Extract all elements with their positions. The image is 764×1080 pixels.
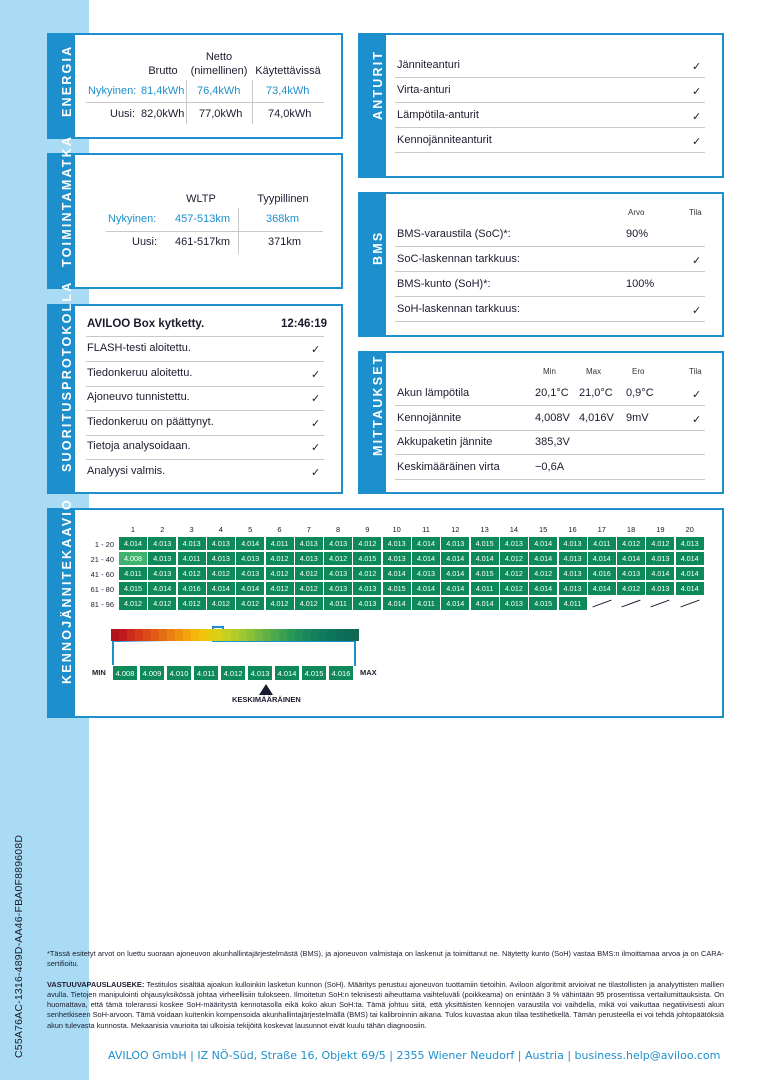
scale-connector-left: [112, 640, 114, 666]
measurements-tab: [358, 353, 386, 492]
heatmap-cell: 4.011: [471, 582, 499, 595]
scale-segment: [343, 629, 351, 641]
cell-map-tab: [47, 497, 75, 716]
bms-col-value: Arvo: [628, 208, 645, 217]
divider: [86, 435, 324, 436]
scale-segment: [199, 629, 207, 641]
measurements-header-min: Min: [543, 367, 556, 376]
measurements-header-status: Tila: [689, 367, 702, 376]
energy-tab: [47, 35, 75, 137]
measurements-title: MITTAUKSET: [371, 353, 385, 456]
heatmap-cell: 4.012: [178, 567, 206, 580]
column-header: 9: [365, 525, 370, 534]
heatmap-cell: 4.013: [236, 567, 264, 580]
protocol-item-label: Tietoja analysoidaan.: [87, 440, 191, 453]
heatmap-cell: 4.016: [178, 582, 206, 595]
heatmap-cell: 4.014: [471, 552, 499, 565]
heatmap-cell: 4.012: [617, 537, 645, 550]
scale-value: 4.013: [247, 665, 273, 681]
sensor-item-label: Jänniteanturi: [397, 59, 460, 71]
row-label: 1 - 20: [94, 540, 114, 549]
scale-segment: [303, 629, 311, 641]
heatmap-cell: 4.012: [500, 552, 528, 565]
energy-header-brutto: Brutto: [148, 65, 178, 77]
heatmap-cell: 4.013: [383, 537, 411, 550]
heatmap-cell: 4.012: [500, 567, 528, 580]
column-header: 5: [248, 525, 253, 534]
scale-value: 4.012: [220, 665, 246, 681]
column-header: 12: [451, 525, 460, 534]
scale-segment: [127, 629, 135, 641]
column-header: 6: [277, 525, 282, 534]
protocol-header-label: AVILOO Box kytketty.: [87, 318, 205, 330]
heatmap-cell: 4.013: [559, 567, 587, 580]
range-header-typical: Tyypillinen: [257, 193, 309, 205]
measurement-min: 20,1°C: [535, 387, 569, 399]
scale-segment: [111, 629, 119, 641]
protocol-item-label: Tiedonkeruu on päättynyt.: [87, 415, 214, 428]
heatmap-cell: 4.016: [588, 567, 616, 580]
protocol-header-time: 12:46:19: [281, 318, 328, 330]
measurement-row-label: Akkupaketin jännite: [397, 436, 493, 448]
checkmark-icon: ✓: [311, 442, 321, 455]
scale-segment: [151, 629, 159, 641]
range-header-wltp: WLTP: [186, 193, 216, 205]
heatmap-cell: 4.013: [324, 537, 352, 550]
average-label: KESKIMÄÄRÄINEN: [232, 695, 301, 704]
scale-value: 4.016: [328, 665, 354, 681]
heatmap-cell: 4.013: [617, 567, 645, 580]
heatmap-cell: 4.013: [178, 537, 206, 550]
heatmap-cell: 4.014: [236, 537, 264, 550]
footer-contact: AVILOO GmbH | IZ NÖ-Süd, Straße 16, Objekt 69/5 | 2355 Wiener Neudorf | Austria | business.help@aviloo.com: [108, 1049, 721, 1062]
heatmap-cell: 4.013: [559, 537, 587, 550]
scale-segment: [247, 629, 255, 641]
divider: [395, 296, 705, 297]
heatmap-cell: 4.014: [412, 582, 440, 595]
scale-segment: [215, 629, 223, 641]
heatmap-cell: 4.014: [441, 582, 469, 595]
checkmark-icon: ✓: [692, 413, 702, 426]
scale-value: 4.009: [139, 665, 165, 681]
measurement-diff: 9mV: [626, 411, 649, 424]
column-header: 3: [189, 525, 194, 534]
heatmap-cell: 4.012: [500, 582, 528, 595]
heatmap-cell: 4.014: [646, 567, 674, 580]
bms-row-value: 90%: [626, 228, 649, 240]
heatmap-cell: 4.015: [529, 597, 557, 610]
cell-map-title: KENNOJÄNNITEKAAVIO: [60, 497, 74, 684]
heatmap-cell: 4.014: [412, 537, 440, 550]
measurement-min: 4,008V: [535, 411, 570, 424]
heatmap-cell: 4.013: [207, 537, 235, 550]
heatmap-cell: 4.015: [471, 567, 499, 580]
disclaimer-text: Testitulos sisältää ajoakun kulloinkin lasketun kunnon (SoH). Määritys perustuu ajoneuvon tuottamiin tietoihin. Aviloon algoritmit arvioivat ne tilastollisten ja analyyttisten mallien avulla. Tietojen manipulointi ohjausyksikössä johtaa virheellisiin tulokseen. Ilmoitetun SoH:n teknisesti aiheuttama vaihteluväli (poikkeama) on enintään 3 % vähintään 95 prosentissa vertailumittauksista. On huomattava, että tämä toleranssi koskee SoH-määritystä kennotasolla eikä koko akun SoH:ta. Tämä johtuu siitä, että yksittäisten kennojen varaustila voi vaihdella, mikä voi vaikuttaa negatiivisesti akun senhetkiseen SoH-arvoon. Tämä voidaan kuitenkin kompensoida akunhallintajärjestelmällä (BMS) tai kalibroinnin aikana. Tulos kuvastaa akun tilaa testihetkellä. Tämän perusteella ei voi tehdä johtopäätöksiä akun tulevasta kunnosta. Mekaanisia vaurioita tai ulkoisia tekijöitä koskevat lausunnot eivät kuulu tähän diagnoosiin.: [47, 979, 724, 1030]
column-header: 2: [160, 525, 165, 534]
heatmap-cell: 4.012: [353, 567, 381, 580]
row-label: 21 - 40: [90, 554, 114, 564]
energy-current-netto: 76,4kWh: [197, 85, 241, 97]
heatmap-cell: 4.014: [529, 582, 557, 595]
scale-segment: [167, 629, 175, 641]
measurement-diff: 0,9°C: [626, 387, 654, 399]
bms-row-label: SoH-laskennan tarkkuus:: [397, 303, 520, 315]
heatmap-cell: 4.014: [529, 552, 557, 565]
checkmark-icon: ✓: [692, 255, 702, 267]
heatmap-cell: 4.013: [324, 582, 352, 595]
protocol-item-label: FLASH-testi aloitettu.: [87, 342, 191, 354]
checkmark-icon: ✓: [311, 344, 321, 356]
heatmap-cell: 4.013: [646, 552, 674, 565]
scale-segment: [311, 629, 319, 641]
heatmap-cell: 4.011: [588, 537, 616, 550]
divider: [395, 77, 705, 78]
heatmap-cell: 4.011: [119, 567, 147, 580]
bms-title: BMS: [371, 230, 385, 265]
energy-row-current-label: Nykyinen:: [88, 85, 137, 97]
divider: [86, 386, 324, 387]
column-header: 4: [218, 525, 223, 534]
energy-new-available: 74,0kWh: [268, 108, 312, 120]
scale-segment: [255, 629, 263, 641]
heatmap-cell: 4.013: [441, 537, 469, 550]
sensors-panel: [358, 33, 724, 178]
checkmark-icon: ✓: [692, 136, 702, 148]
checkmark-icon: ✓: [311, 467, 321, 479]
scale-min-label: MIN: [92, 668, 106, 677]
heatmap-cell: 4.015: [353, 552, 381, 565]
measurements-header-diff: Ero: [632, 367, 645, 376]
heatmap-cell: 4.015: [383, 582, 411, 595]
divider: [86, 459, 324, 460]
heatmap-cell: 4.013: [559, 552, 587, 565]
heatmap-cell: 4.013: [353, 582, 381, 595]
scale-value: 4.015: [301, 665, 327, 681]
scale-segment: [319, 629, 327, 641]
range-new-typical: 371km: [268, 236, 302, 248]
checkmark-icon: ✓: [311, 393, 321, 406]
scale-segment: [143, 629, 151, 641]
scale-segment: [263, 629, 271, 641]
heatmap-cell: 4.012: [266, 567, 294, 580]
column-header: 1: [130, 525, 136, 534]
checkmark-icon: ✓: [692, 86, 702, 98]
divider: [86, 336, 324, 337]
protocol-item-label: Analyysi valmis.: [87, 465, 166, 477]
heatmap-cell: 4.014: [617, 552, 645, 565]
bms-row-label: BMS-kunto (SoH)*:: [397, 278, 491, 290]
divider: [395, 430, 705, 431]
divider: [395, 102, 705, 103]
heatmap-cell: 4.013: [412, 567, 440, 580]
heatmap-cell: 4.013: [353, 597, 381, 610]
heatmap-cell: 4.013: [295, 537, 323, 550]
measurement-max: 4,016V: [579, 411, 614, 424]
measurements-header-max: Max: [586, 367, 602, 376]
heatmap-cell: 4.013: [676, 537, 704, 550]
heatmap-cell: 4.011: [324, 597, 352, 610]
column-header: 8: [336, 525, 341, 534]
heatmap-cell: 4.012: [266, 597, 294, 610]
bms-row-label: BMS-varaustila (SoC)*:: [397, 228, 511, 240]
heatmap-cell: 4.014: [676, 567, 704, 580]
heatmap-cell: 4.012: [207, 567, 235, 580]
sensors-tab: [358, 35, 386, 176]
heatmap-cell: 4.014: [148, 582, 176, 595]
heatmap-cell: 4.013: [148, 567, 176, 580]
divider: [86, 410, 324, 411]
scale-value: 4.011: [193, 665, 219, 681]
heatmap-cell: 4.013: [295, 552, 323, 565]
column-header: 15: [539, 525, 548, 534]
heatmap-cell: 4.011: [559, 597, 587, 610]
column-header: 7: [306, 525, 311, 534]
heatmap-cell: 4.014: [471, 597, 499, 610]
measurement-row-label: Akun lämpötila: [397, 387, 470, 399]
divider: [186, 80, 187, 124]
scale-segment: [175, 629, 183, 641]
heatmap-cell: 4.011: [266, 537, 294, 550]
column-header: 10: [392, 525, 401, 534]
scale-segment: [231, 629, 239, 641]
divider: [395, 321, 705, 322]
scale-value: 4.008: [112, 665, 138, 681]
heatmap-cell: 4.012: [266, 582, 294, 595]
energy-header-netto-1: Netto: [205, 51, 233, 63]
heatmap-cell: 4.014: [383, 597, 411, 610]
divider: [395, 271, 705, 272]
heatmap-cell: 4.014: [236, 582, 264, 595]
heatmap-cell: 4.013: [383, 552, 411, 565]
heatmap-cell: 4.014: [676, 582, 704, 595]
measurement-min: 385,3V: [535, 436, 570, 448]
measurement-min: −0,6A: [535, 460, 565, 473]
checkmark-icon: ✓: [692, 389, 702, 401]
sensor-item-label: Virta-anturi: [397, 84, 451, 96]
heatmap-cell: 4.012: [148, 597, 176, 610]
range-title: TOIMINTAMATKA: [60, 134, 74, 267]
heatmap-cell: 4.012: [207, 597, 235, 610]
heatmap-cell: 4.012: [295, 597, 323, 610]
heatmap-cell: 4.012: [295, 567, 323, 580]
heatmap-cell: 4.013: [500, 597, 528, 610]
range-row-new-label: Uusi:: [132, 236, 158, 248]
scale-segment: [183, 629, 191, 641]
scale-segment: [351, 629, 359, 641]
checkmark-icon: ✓: [692, 61, 702, 73]
divider: [252, 80, 253, 124]
divider: [395, 454, 705, 455]
heatmap-cell: 4.015: [471, 537, 499, 550]
heatmap-cell: 4.012: [529, 567, 557, 580]
heatmap-cell: 4.011: [178, 552, 206, 565]
footnote-bms: *Tässä esitetyt arvot on luettu suoraan ajoneuvon akunhallintajärjestelmästä (BMS), ja ajoneuvon valmistaja on laskenut ja toimittanut ne. Näytetty kunto (SoH) vastaa BMS:n ilmoittamaa arvoa ja on CARA-sertifioitu.: [47, 949, 724, 969]
heatmap-cell: 4.013: [148, 537, 176, 550]
column-header: 18: [626, 525, 636, 534]
range-tab: [47, 134, 75, 287]
energy-header-netto-2: (nimellinen): [190, 65, 248, 77]
range-new-wltp: 461-517km: [175, 236, 231, 248]
row-label: 41 - 60: [90, 569, 114, 579]
range-current-typical: 368km: [266, 213, 300, 225]
heatmap-cell: 4.014: [441, 597, 469, 610]
heatmap-cell: 4.015: [119, 582, 147, 595]
scale-segment: [335, 629, 343, 641]
bms-col-status: Tila: [689, 208, 702, 217]
average-marker-icon: [259, 684, 273, 695]
scale-segment: [207, 629, 215, 641]
scale-segment: [287, 629, 295, 641]
checkmark-icon: ✓: [311, 368, 321, 381]
heatmap-cell: 4.012: [178, 597, 206, 610]
column-header: 20: [685, 525, 694, 534]
scale-segment: [239, 629, 247, 641]
scale-value: 4.010: [166, 665, 192, 681]
scale-segment: [135, 629, 143, 641]
checkmark-icon: ✓: [311, 417, 321, 430]
heatmap-cell: 4.014: [441, 552, 469, 565]
heatmap-cell: 4.014: [529, 537, 557, 550]
divider: [395, 152, 705, 153]
heatmap-cell: 4.013: [559, 582, 587, 595]
disclaimer: [47, 980, 724, 1031]
heatmap-cell: 4.014: [412, 552, 440, 565]
scale-connector-right: [354, 640, 356, 666]
bms-row-value: 100%: [626, 278, 655, 290]
row-label: 61 - 80: [90, 584, 114, 594]
column-header: 11: [422, 525, 430, 534]
divider: [395, 405, 705, 406]
divider: [86, 102, 324, 103]
heatmap-cell: 4.014: [441, 567, 469, 580]
divider: [106, 231, 323, 232]
heatmap-cell: 4.013: [324, 567, 352, 580]
heatmap-cell: 4.011: [412, 597, 440, 610]
protocol-item-label: Tiedonkeruu aloitettu.: [87, 366, 193, 379]
scale-value: 4.014: [274, 665, 300, 681]
heatmap-cell: 4.014: [676, 552, 704, 565]
energy-current-available: 73,4kWh: [266, 85, 310, 97]
checkmark-icon: ✓: [692, 111, 702, 123]
heatmap-cell: 4.014: [588, 552, 616, 565]
scale-segment: [271, 629, 279, 641]
energy-title: ENERGIA: [60, 44, 74, 117]
range-row-current-label: Nykyinen:: [108, 213, 157, 225]
measurement-row-label: Keskimääräinen virta: [397, 460, 500, 473]
divider: [238, 208, 239, 254]
measurement-max: 21,0°C: [579, 387, 613, 399]
heatmap-cell: 4.012: [295, 582, 323, 595]
scale-segment: [327, 629, 335, 641]
divider: [86, 361, 324, 362]
divider: [395, 246, 705, 247]
divider: [395, 479, 705, 480]
heatmap-cell: 4.014: [119, 537, 147, 550]
scale-segment: [279, 629, 287, 641]
column-header: 16: [568, 525, 577, 534]
heatmap-cell: 4.012: [236, 597, 264, 610]
divider: [395, 127, 705, 128]
energy-row-new-label: Uusi:: [110, 108, 136, 120]
heatmap-cell: 4.012: [119, 597, 147, 610]
heatmap-cell: 4.013: [646, 582, 674, 595]
heatmap-cell: 4.014: [588, 582, 616, 595]
scale-segment: [295, 629, 303, 641]
bms-row-label: SoC-laskennan tarkkuus:: [397, 253, 520, 265]
protocol-item-label: Ajoneuvo tunnistettu.: [87, 391, 190, 404]
column-header: 17: [597, 525, 606, 534]
heatmap-cell: 4.013: [207, 552, 235, 565]
range-current-wltp: 457-513km: [175, 213, 231, 225]
energy-header-kaytettavissa: Käytettävissä: [255, 65, 321, 77]
protocol-tab: [47, 280, 75, 492]
heatmap-cell: 4.013: [500, 537, 528, 550]
heatmap-cell: 4.012: [266, 552, 294, 565]
row-label: 81 - 96: [90, 599, 114, 609]
sensors-title: ANTURIT: [371, 49, 385, 120]
column-header: 13: [480, 525, 489, 534]
bms-tab: [358, 194, 386, 335]
heatmap-cell: 4.014: [207, 582, 235, 595]
heatmap-cell: 4.012: [617, 582, 645, 595]
energy-new-netto: 77,0kWh: [199, 108, 243, 120]
disclaimer-title: VASTUUVAPAUSLAUSEKE:: [47, 979, 145, 989]
energy-current-brutto: 81,4kWh: [141, 85, 185, 97]
heatmap-cell: 4.014: [383, 567, 411, 580]
heatmap-cell: 4.008: [119, 552, 147, 565]
heatmap-cell: 4.013: [148, 552, 176, 565]
heatmap-cell: 4.012: [324, 552, 352, 565]
protocol-title: SUORITUSPROTOKOLLA: [60, 280, 74, 472]
sensor-item-label: Lämpötila-anturit: [397, 109, 479, 121]
energy-new-brutto: 82,0kWh: [141, 108, 185, 120]
heatmap-cell: 4.012: [646, 537, 674, 550]
scale-segment: [223, 629, 231, 641]
scale-segment: [119, 629, 127, 641]
checkmark-icon: ✓: [692, 305, 702, 317]
footnote: [47, 949, 724, 1031]
sensor-item-label: Kennojänniteanturit: [397, 134, 492, 146]
column-header: 19: [656, 525, 665, 534]
scale-max-label: MAX: [360, 668, 377, 677]
heatmap-cell: 4.013: [236, 552, 264, 565]
scale-segment: [191, 629, 199, 641]
heatmap-cell: 4.012: [353, 537, 381, 550]
scale-segment: [159, 629, 167, 641]
column-header: 14: [509, 525, 519, 534]
document-id: C55A76AC-1316-489D-AA46-FBA0F889608D: [13, 834, 25, 1058]
measurement-row-label: Kennojännite: [397, 411, 462, 424]
